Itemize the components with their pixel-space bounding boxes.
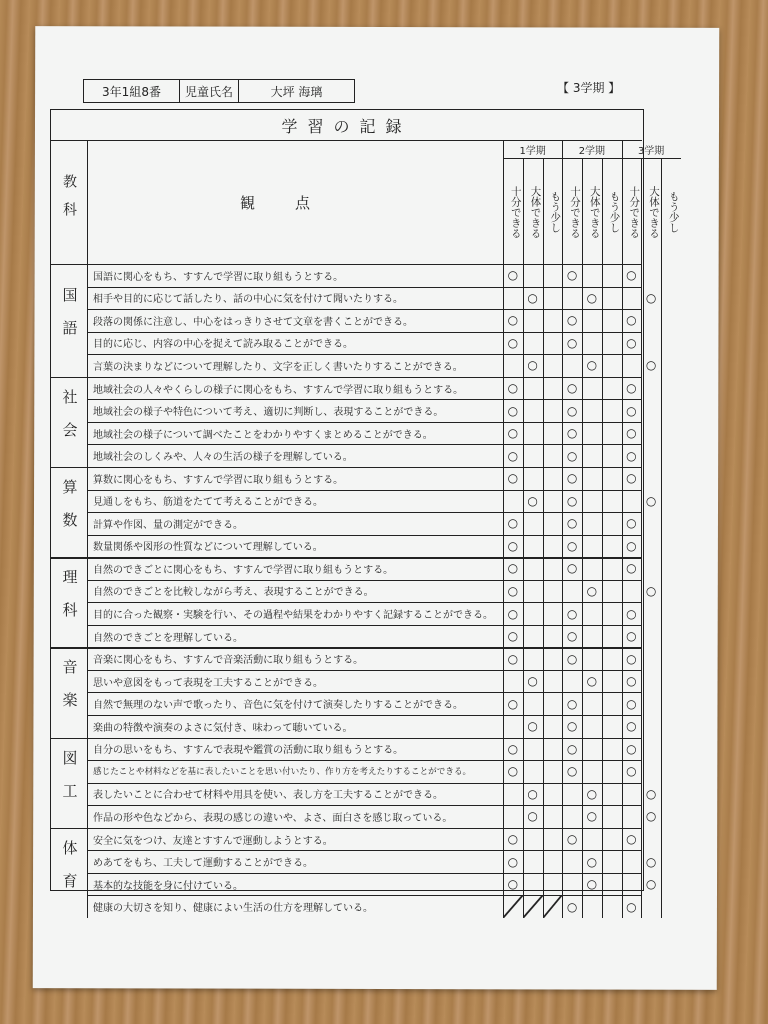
check-mark: ○ — [626, 606, 637, 621]
term-label: 【 3学期 】 — [557, 81, 621, 95]
level-header: 大体できる — [588, 185, 601, 239]
level-header: 大体できる — [529, 185, 542, 239]
check-mark: ○ — [566, 381, 578, 396]
grid-line — [523, 158, 524, 264]
check-mark: ○ — [626, 696, 637, 711]
grid-line — [503, 264, 504, 918]
check-mark: ○ — [586, 854, 598, 869]
check-mark: ○ — [566, 403, 578, 418]
diagonal-slash — [523, 895, 543, 918]
term-header: 3学期 — [637, 145, 665, 157]
viewpoint-text: 自然のできごとに関心をもち、すすんで学習に取り組もうとする。 — [93, 564, 394, 576]
viewpoint-text: 国語に関心をもち、すすんで学習に取り組もうとする。 — [93, 271, 344, 283]
check-mark: ○ — [586, 583, 598, 598]
check-mark: ○ — [566, 335, 578, 350]
check-mark: ○ — [645, 877, 657, 892]
grid-line — [87, 264, 88, 918]
level-header: もう少し — [549, 191, 562, 233]
viewpoint-text: 安全に気をつけ、友達とすすんで運動しようとする。 — [93, 835, 333, 847]
check-mark: ○ — [507, 741, 519, 756]
grid-line — [503, 158, 681, 159]
check-mark: ○ — [507, 583, 519, 598]
grid-line — [562, 264, 563, 918]
check-mark: ○ — [527, 674, 538, 689]
check-mark: ○ — [626, 719, 637, 734]
check-mark: ○ — [566, 426, 578, 441]
check-mark: ○ — [527, 493, 538, 508]
check-mark: ○ — [626, 899, 637, 914]
level-header: 大体できる — [648, 185, 660, 239]
check-mark: ○ — [507, 403, 519, 418]
check-mark: ○ — [586, 786, 598, 801]
grid-line — [602, 158, 603, 264]
check-mark: ○ — [626, 651, 637, 666]
check-mark: ○ — [566, 471, 578, 486]
check-mark: ○ — [586, 809, 598, 824]
term-header: 2学期 — [578, 145, 606, 157]
grid-line — [582, 264, 583, 918]
grid-line — [523, 264, 524, 918]
check-mark: ○ — [645, 786, 657, 801]
check-mark: ○ — [566, 516, 578, 531]
level-header: もう少し — [667, 191, 680, 233]
check-mark: ○ — [626, 516, 637, 531]
student-name: 大坪 海璃 — [270, 84, 323, 99]
check-mark: ○ — [507, 764, 519, 779]
grid-line — [602, 264, 603, 918]
check-mark: ○ — [566, 719, 578, 734]
viewpoint-text: 地域社会の様子や特色について考え、適切に判断し、表現することができる。 — [93, 407, 444, 419]
check-mark: ○ — [645, 290, 657, 305]
diagonal-slash — [503, 895, 523, 918]
check-mark: ○ — [566, 268, 578, 283]
viewpoint-text: 音楽に関心をもち、すすんで音楽活動に取り組もうとする。 — [93, 655, 364, 667]
check-mark: ○ — [566, 629, 578, 644]
diagonal-slash — [543, 895, 563, 918]
class-info: 3年1組8番 — [84, 80, 180, 102]
viewpoint-text: 数量関係や図形の性質などについて理解している。 — [93, 542, 323, 554]
viewpoint-text: 自分の思いをもち、すすんで表現や鑑賞の活動に取り組もうとする。 — [93, 745, 404, 757]
check-mark: ○ — [645, 809, 657, 824]
subject-name: 社会 — [60, 388, 79, 455]
name-label: 児童氏名 — [180, 80, 239, 102]
check-mark: ○ — [626, 268, 637, 283]
check-mark: ○ — [586, 290, 598, 305]
learning-record-table — [50, 109, 680, 915]
check-mark: ○ — [527, 809, 538, 824]
check-mark: ○ — [645, 358, 657, 373]
check-mark: ○ — [566, 651, 578, 666]
check-mark: ○ — [566, 313, 578, 328]
check-mark: ○ — [507, 268, 519, 283]
check-mark: ○ — [586, 877, 598, 892]
check-mark: ○ — [626, 741, 637, 756]
viewpoint-text: 相手や目的に応じて話したり、話の中心に気を付けて聞いたりする。 — [93, 294, 403, 306]
check-mark: ○ — [626, 674, 637, 689]
student-header — [83, 79, 355, 103]
viewpoint-text: 基本的な技能を身に付けている。 — [93, 880, 243, 892]
viewpoint-text: 見通しをもち、筋道をたてて考えることができる。 — [93, 497, 323, 509]
check-mark: ○ — [507, 651, 519, 666]
grid-line — [641, 264, 642, 918]
check-mark: ○ — [507, 538, 519, 553]
check-mark: ○ — [586, 674, 598, 689]
viewpoint-text: 感じたことや材料などを基に表したいことを思い付いたり、作り方を考えたりすることができる。 — [93, 767, 472, 778]
viewpoint-text: 作品の形や色などから、表現の感じの違いや、よさ、面白さを感じ取っている。 — [93, 812, 453, 824]
viewpoint-text: 目的に応じ、内容の中心を捉えて読み取ることができる。 — [93, 339, 353, 351]
viewpoint-text: 健康の大切さを知り、健康によい生活の仕方を理解している。 — [93, 903, 373, 915]
viewpoint-text: 地域社会のしくみや、人々の生活の様子を理解している。 — [93, 452, 353, 464]
grid-line — [543, 158, 544, 264]
check-mark: ○ — [626, 448, 637, 463]
check-mark: ○ — [507, 854, 519, 869]
subject-name: 音楽 — [60, 659, 79, 726]
viewpoint-text: めあてをもち、工夫して運動することができる。 — [93, 858, 313, 870]
check-mark: ○ — [645, 854, 657, 869]
level-header: 十分できる — [509, 185, 522, 239]
subject-name: 図工 — [60, 749, 79, 816]
check-mark: ○ — [507, 696, 519, 711]
subject-name: 理科 — [60, 569, 79, 636]
check-mark: ○ — [527, 719, 538, 734]
check-mark: ○ — [566, 448, 578, 463]
viewpoint-text: 目的に合った観察・実験を行い、その過程や結果をわかりやすく記録することができる。 — [93, 610, 493, 622]
grid-line — [641, 158, 642, 264]
check-mark: ○ — [507, 877, 519, 892]
check-mark: ○ — [645, 583, 657, 598]
check-mark: ○ — [507, 313, 519, 328]
level-header: 十分できる — [569, 185, 581, 239]
subject-name: 算数 — [60, 479, 79, 546]
viewpoint-text: 算数に関心をもち、すすんで学習に取り組もうとする。 — [93, 474, 344, 486]
check-mark: ○ — [527, 358, 538, 373]
check-mark: ○ — [566, 764, 578, 779]
level-header: もう少し — [608, 191, 621, 233]
grid-line — [661, 158, 662, 264]
grid-line — [543, 264, 544, 918]
check-mark: ○ — [507, 629, 519, 644]
check-mark: ○ — [507, 561, 519, 576]
check-mark: ○ — [566, 696, 578, 711]
check-mark: ○ — [507, 606, 519, 621]
check-mark: ○ — [566, 538, 578, 553]
grid-line — [582, 158, 583, 264]
viewpoint-text: 自然のできごとを理解している。 — [93, 632, 243, 644]
check-mark: ○ — [626, 471, 637, 486]
check-mark: ○ — [566, 741, 578, 756]
viewpoint-text: 言葉の決まりなどについて理解したり、文字を正しく書いたりすることができる。 — [93, 361, 463, 373]
level-header: 十分できる — [628, 185, 641, 239]
term-header: 1学期 — [519, 145, 546, 157]
viewpoint-text: 計算や作図、量の測定ができる。 — [93, 519, 243, 531]
grid-line — [87, 140, 88, 264]
check-mark: ○ — [626, 561, 637, 576]
check-mark: ○ — [566, 899, 578, 914]
subject-name: 体育 — [60, 839, 79, 906]
grid-line — [562, 140, 563, 264]
table-title: 学習の記録 — [51, 110, 642, 141]
check-mark: ○ — [507, 426, 519, 441]
check-mark: ○ — [566, 561, 578, 576]
check-mark: ○ — [626, 335, 637, 350]
check-mark: ○ — [626, 381, 637, 396]
viewpoint-text: 自然で無理のない声で歌ったり、音色に気を付けて演奏したりすることができる。 — [93, 700, 463, 712]
grid-line — [622, 264, 623, 918]
check-mark: ○ — [626, 629, 637, 644]
check-mark: ○ — [507, 832, 519, 847]
check-mark: ○ — [626, 403, 637, 418]
check-mark: ○ — [626, 313, 637, 328]
check-mark: ○ — [566, 606, 578, 621]
viewpoint-text: 自然のできごとを比較しながら考え、表現することができる。 — [93, 587, 374, 599]
check-mark: ○ — [527, 786, 538, 801]
check-mark: ○ — [626, 764, 637, 779]
grid-line — [661, 264, 662, 918]
header-viewpoint: 観点 — [239, 193, 350, 212]
check-mark: ○ — [566, 832, 578, 847]
check-mark: ○ — [507, 335, 519, 350]
check-mark: ○ — [507, 471, 519, 486]
viewpoint-text: 段落の関係に注意し、中心をはっきりさせて文章を書くことができる。 — [93, 316, 413, 328]
check-mark: ○ — [626, 832, 637, 847]
viewpoint-text: 地域社会の人々やくらしの様子に関心をもち、すすんで学習に取り組もうとする。 — [93, 384, 464, 396]
header-subject: 教科 — [61, 174, 77, 230]
subject-name: 国語 — [60, 287, 79, 354]
viewpoint-text: 思いや意図をもって表現を工夫することができる。 — [93, 677, 323, 689]
viewpoint-text: 楽曲の特徴や演奏のよさに気付き、味わって聴いている。 — [93, 722, 353, 734]
viewpoint-text: 表したいことに合わせて材料や用具を使い、表し方を工夫することができる。 — [93, 790, 443, 802]
check-mark: ○ — [586, 358, 598, 373]
check-mark: ○ — [527, 290, 538, 305]
check-mark: ○ — [645, 493, 657, 508]
check-mark: ○ — [566, 493, 578, 508]
check-mark: ○ — [626, 538, 637, 553]
grid-line — [622, 140, 623, 264]
check-mark: ○ — [507, 381, 519, 396]
check-mark: ○ — [507, 516, 519, 531]
viewpoint-text: 地域社会の様子について調べたことをわかりやすくまとめることができる。 — [93, 429, 433, 441]
check-mark: ○ — [507, 448, 519, 463]
check-mark: ○ — [626, 426, 637, 441]
